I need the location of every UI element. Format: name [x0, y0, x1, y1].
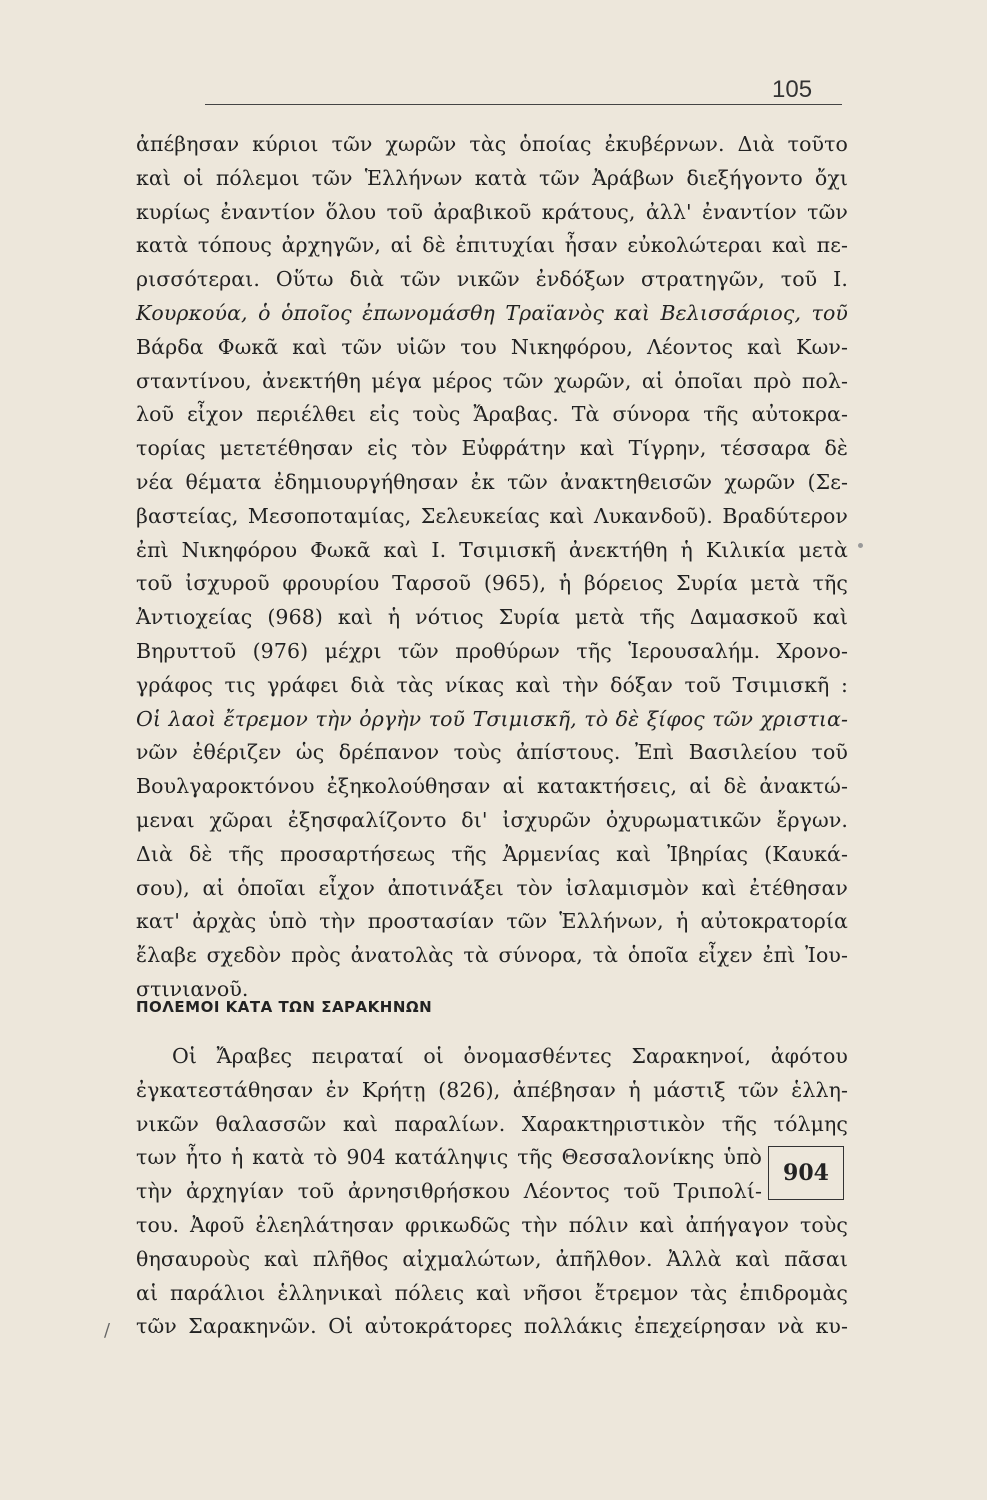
text-line: Βάρδα Φωκᾶ καὶ τῶν υἱῶν του Νικηφόρου, Λέοντος καὶ Κων-: [136, 334, 848, 359]
text-line: κατ' ἀρχὰς ὑπὸ τὴν προστασίαν τῶν Ἑλλήνων, ἡ αὐτοκρατορία: [136, 909, 848, 934]
text-line: Βουλγαροκτόνου ἐξηκολούθησαν αἱ κατακτήσεις, αἱ δὲ ἀνακτώ-: [136, 774, 848, 799]
text-line: Βηρυττοῦ (976) μέχρι τῶν προθύρων τῆς Ἱερουσαλήμ. Χρονο-: [136, 638, 848, 663]
bullet-dot: [858, 543, 863, 548]
text-line: γράφος τις γράφει διὰ τὰς νίκας καὶ τὴν δόξαν τοῦ Τσιμισκῆ :: [136, 672, 848, 697]
header-rule: [205, 104, 842, 105]
text-line: σου), αἱ ὁποῖαι εἶχον ἀποτινάξει τὸν ἰσλαμισμὸν καὶ ἐτέθησαν: [136, 875, 848, 900]
margin-mark: /: [104, 1320, 111, 1341]
text-line: ἀπέβησαν κύριοι τῶν χωρῶν τὰς ὁποίας ἐκυβέρνων. Διὰ τοῦτο: [136, 132, 848, 156]
text-line: νῶν ἐθέριζεν ὡς δρέπανον τοὺς ἀπίστους. Ἐπὶ Βασιλείου τοῦ: [136, 740, 848, 765]
text-line: λοῦ εἶχον περιέλθει εἰς τοὺς Ἄραβας. Τὰ σύνορα τῆς αὐτοκρα-: [136, 402, 848, 427]
text-line: κατὰ τόπους ἀρχηγῶν, αἱ δὲ ἐπιτυχίαι ἦσαν εὐκολώτεραι καὶ πε-: [136, 233, 848, 258]
text-line: ἐπὶ Νικηφόρου Φωκᾶ καὶ Ι. Τσιμισκῆ ἀνεκτήθη ἡ Κιλικία μετὰ: [136, 537, 848, 562]
text-line: τοῦ ἰσχυροῦ φρουρίου Ταρσοῦ (965), ἡ βόρειος Συρία μετὰ τῆς: [136, 571, 848, 596]
text-line: κυρίως ἐναντίον ὅλου τοῦ ἀραβικοῦ κράτους, ἀλλ' ἐναντίον τῶν: [136, 199, 848, 224]
paragraph-2: [136, 1040, 848, 1344]
text-line: του. Ἀφοῦ ἐλεηλάτησαν φρικωδῶς τὴν πόλιν καὶ ἀπήγαγον τοὺς: [136, 1212, 848, 1237]
text-line: Διὰ δὲ τῆς προσαρτήσεως τῆς Ἀρμενίας καὶ Ἰβηρίας (Καυκά-: [136, 841, 848, 866]
text-line: σταντίνου, ἀνεκτήθη μέγα μέρος τῶν χωρῶν, αἱ ὁποῖαι πρὸ πολ-: [136, 368, 848, 393]
text-line: νικῶν θαλασσῶν καὶ παραλίων. Χαρακτηριστικὸν τῆς τόλμης: [136, 1111, 848, 1136]
section-heading: ΠΟΛΕΜΟΙ ΚΑΤΑ ΤΩΝ ΣΑΡΑΚΗΝΩΝ: [136, 998, 433, 1016]
text-line: τῶν Σαρακηνῶν. Οἱ αὐτοκράτορες πολλάκις ἐπεχείρησαν νὰ κυ-: [136, 1314, 848, 1339]
text-line: θησαυροὺς καὶ πλῆθος αἰχμαλώτων, ἀπῆλθον. Ἀλλὰ καὶ πᾶσαι: [136, 1246, 848, 1271]
page-number: 105: [772, 76, 813, 103]
text-line: βαστείας, Μεσοποταμίας, Σελευκείας καὶ Λυκανδοῦ). Βραδύτερον: [136, 503, 848, 528]
text-line: ἔλαβε σχεδὸν πρὸς ἀνατολὰς τὰ σύνορα, τὰ ὁποῖα εἶχεν ἐπὶ Ἰου-: [136, 943, 848, 968]
text-line-quote: Οἱ λαοὶ ἔτρεμον τὴν ὀργὴν τοῦ Τσιμισκῆ, τὸ δὲ ξίφος τῶν χριστια-: [136, 706, 848, 731]
margin-year-box: 904: [768, 1146, 844, 1200]
text-line: στινιανοῦ.: [136, 976, 249, 1001]
text-line: των ἦτο ἡ κατὰ τὸ 904 κατάληψις τῆς Θεσσαλονίκης ὑπὸ: [136, 1145, 762, 1170]
text-line: τορίας μετετέθησαν εἰς τὸν Εὐφράτην καὶ Τίγρην, τέσσαρα δὲ: [136, 436, 848, 461]
paragraph-1: [136, 128, 848, 1007]
text-line: αἱ παράλιοι ἑλληνικαὶ πόλεις καὶ νῆσοι ἔτρεμον τὰς ἐπιδρομὰς: [136, 1280, 848, 1305]
text-line: ἐγκατεστάθησαν ἐν Κρήτῃ (826), ἀπέβησαν ἡ μάστιξ τῶν ἑλλη-: [136, 1077, 848, 1102]
text-line: καὶ οἱ πόλεμοι τῶν Ἑλλήνων κατὰ τῶν Ἀράβων διεξήγοντο ὄχι: [136, 165, 848, 190]
text-line: νέα θέματα ἐδημιουργήθησαν ἐκ τῶν ἀνακτηθεισῶν χωρῶν (Σε-: [136, 469, 848, 494]
text-line: μεναι χῶραι ἐξησφαλίζοντο δι' ἰσχυρῶν ὀχυρωματικῶν ἔργων.: [136, 807, 848, 832]
text-line: Ἀντιοχείας (968) καὶ ἡ νότιος Συρία μετὰ τῆς Δαμασκοῦ καὶ: [136, 605, 848, 630]
text-line: Οἱ Ἄραβες πειραταί οἱ ὀνομασθέντες Σαρακηνοί, ἀφότου: [172, 1044, 848, 1068]
text-line: ρισσότεραι. Οὕτω διὰ τῶν νικῶν ἐνδόξων στρατηγῶν, τοῦ Ι.: [136, 267, 848, 292]
text-line: τὴν ἀρχηγίαν τοῦ ἀρνησιθρήσκου Λέοντος τοῦ Τριπολί-: [136, 1179, 762, 1204]
text-line: Κουρκούα, ὁ ὁποῖος ἐπωνομάσθη Τραϊανὸς καὶ Βελισσάριος, τοῦ: [136, 300, 848, 325]
